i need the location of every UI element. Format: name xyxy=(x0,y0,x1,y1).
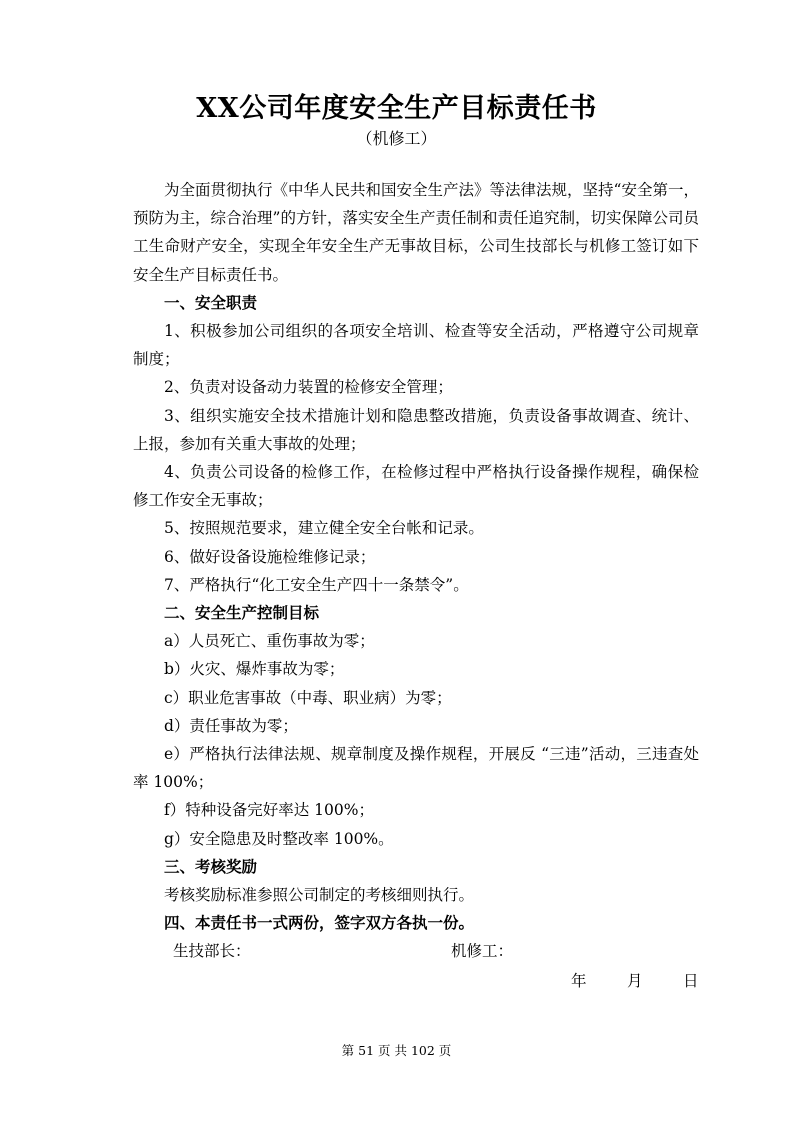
date-row xyxy=(133,966,699,996)
section3-text: 考核奖励标准参照公司制定的考核细则执行。 xyxy=(164,886,475,905)
section2-item: e）严格执行法律法规、规章制度及操作规程，开展反 “三违”活动，三违查处率 100%； xyxy=(133,745,699,792)
signature-left-label: 生技部长： xyxy=(173,942,251,961)
signature-right-label: 机修工： xyxy=(451,942,514,961)
section1-item: 3、组织实施安全技术措施计划和隐患整改措施，负责设备事故调查、统计、上报，参加有关重大事故的处理； xyxy=(133,406,699,453)
section2-item: f）特种设备完好率达 100%； xyxy=(164,801,374,820)
section1-item: 7、严格执行“化工安全生产四十一条禁令”。 xyxy=(164,575,469,594)
page-footer: 第 51 页 共 102 页 xyxy=(341,1043,452,1058)
document-body xyxy=(133,176,699,996)
section2-heading: 二、安全生产控制目标 xyxy=(164,603,320,623)
section2-item: c）职业危害事故（中毒、职业病）为零； xyxy=(164,688,452,707)
section2-item: g）安全隐患及时整改率 100%。 xyxy=(164,829,394,848)
intro-paragraph: 为全面贯彻执行《中华人民共和国安全生产法》等法律法规，坚持“安全第一，预防为主，综合治理”的方针，落实安全生产责任制和责任追究制，切实保障公司员工生命财产安全，实现全年安全生产无事故目标，公司生技部长与机修工签订如下安全生产目标责任书。 xyxy=(133,181,699,284)
section2-item: b）火灾、爆炸事故为零； xyxy=(164,660,345,679)
section1-item: 4、负责公司设备的检修工作，在检修过程中严格执行设备操作规程，确保检修工作安全无事故； xyxy=(133,463,699,510)
date-year: 年 xyxy=(571,972,587,991)
section1-heading: 一、安全职责 xyxy=(164,292,258,312)
section1-item: 2、负责对设备动力装置的检修安全管理； xyxy=(164,378,453,397)
section2-item: a）人员死亡、重伤事故为零； xyxy=(164,632,375,651)
date-day: 日 xyxy=(683,972,699,991)
section1-item: 1、积极参加公司组织的各项安全培训、检查等安全活动，严格遵守公司规章制度； xyxy=(133,322,699,369)
signature-row xyxy=(133,937,699,966)
section1-item: 6、做好设备设施检维修记录； xyxy=(164,547,376,566)
date-month: 月 xyxy=(627,972,643,991)
section2-item: d）责任事故为零； xyxy=(164,716,298,735)
document-subtitle: （机修工） xyxy=(356,129,437,148)
section1-item: 5、按照规范要求，建立健全安全台帐和记录。 xyxy=(164,519,484,538)
document-title: XX公司年度安全生产目标责任书 xyxy=(196,93,597,124)
section4-heading: 四、本责任书一式两份，签字双方各执一份。 xyxy=(164,913,475,933)
section3-heading: 三、考核奖励 xyxy=(164,856,258,876)
